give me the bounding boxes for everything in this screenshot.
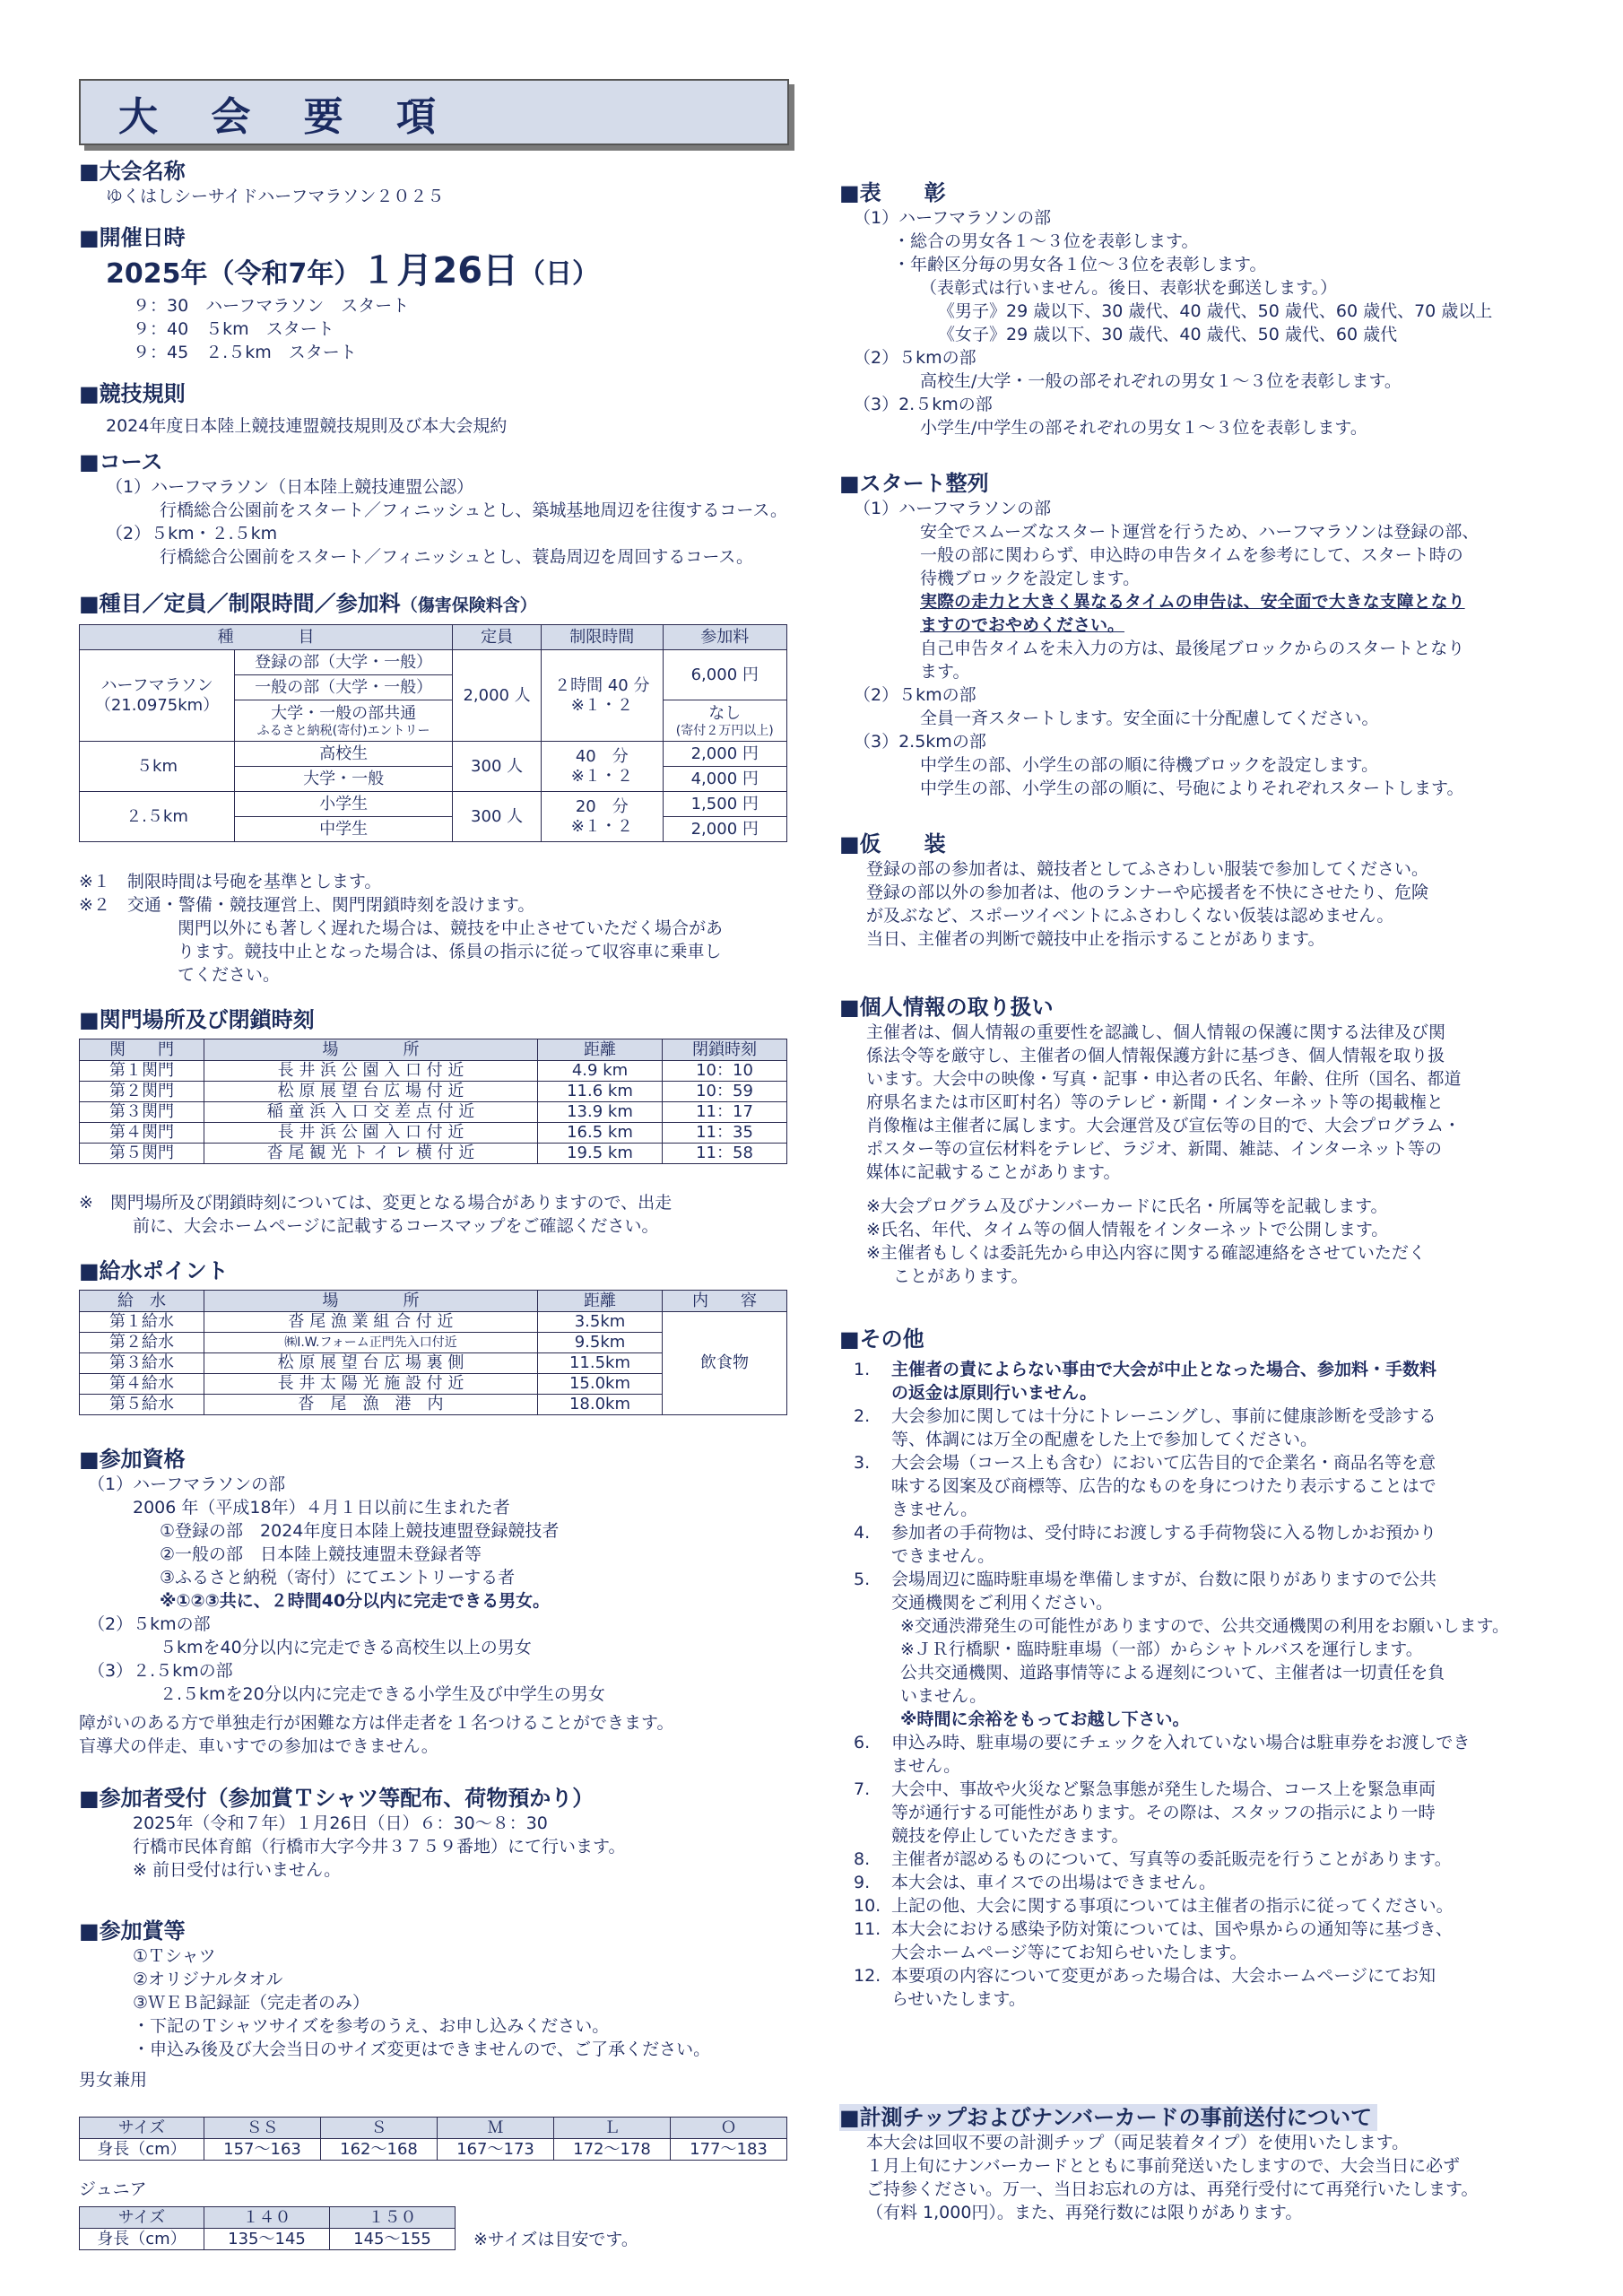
td: 松 原 展 望 台 広 場 裏 側 — [204, 1353, 538, 1374]
line: 府県名または市区町村名）等のテレビ・新聞・インターネット等の掲載権と — [866, 1092, 1444, 1112]
td: 第１関門 — [80, 1061, 204, 1082]
td: 松 原 展 望 台 広 場 付 近 — [204, 1082, 538, 1102]
td: 沓 尾 観 光 ト イ レ 横 付 近 — [204, 1144, 538, 1164]
value: ゆくはしシーサイドハーフマラソン２０２５ — [106, 187, 445, 206]
water-table — [79, 1290, 787, 1415]
page-title: 大 会 要 項 — [118, 94, 456, 140]
other-item-number: 3. — [854, 1453, 871, 1473]
heading: ■その他 — [839, 1326, 924, 1352]
other-item-line: 9. 本大会は、車イスでの出場はできません。 — [854, 1873, 1216, 1892]
t: （21.0975km） — [94, 695, 220, 715]
td: 11：58 — [663, 1144, 787, 1164]
td: 4.9 km — [538, 1061, 663, 1082]
td: 135～145 — [204, 2229, 330, 2250]
heading: ■個人情報の取り扱い — [839, 995, 1054, 1020]
line: （有料 1,000円）。また、再発行数には限りがあります。 — [866, 2203, 1303, 2222]
warning-line: 実際の走力と大きく異なるタイムの申告は、安全面で大きな支障となり — [920, 592, 1465, 612]
junior-size-table — [79, 2206, 456, 2250]
heading: ■参加資格 — [79, 1447, 186, 1472]
line: ②オリジナルタオル — [133, 1970, 283, 1989]
td: 11.6 km — [538, 1082, 663, 1102]
td: ２.５km — [80, 792, 235, 842]
td: 長 井 浜 公 園 入 口 付 近 — [204, 1061, 538, 1082]
th: １４０ — [204, 2207, 330, 2229]
th: 場 所 — [204, 1039, 538, 1061]
table-row — [80, 1082, 787, 1102]
line: １月上旬にナンバーカードとともに事前発送いたしますので、大会当日に必ず — [866, 2156, 1460, 2176]
heading-text: ■種目／定員／制限時間／参加料 — [79, 591, 401, 616]
other-item-number: 9. — [854, 1873, 871, 1892]
td: 15.0km — [538, 1374, 663, 1395]
line: （1）ハーフマラソン（日本陸上競技連盟公認） — [106, 477, 474, 497]
line: 全員一斉スタートします。安全面に十分配慮してください。 — [920, 709, 1379, 728]
th: ＳＳ — [204, 2118, 321, 2139]
th: 制限時間 — [542, 625, 663, 650]
td: 第３関門 — [80, 1102, 204, 1123]
heading — [79, 590, 796, 619]
label: ジュニア — [79, 2179, 147, 2199]
td: 4,000 円 — [663, 767, 787, 792]
other-item-number: 12. — [854, 1966, 881, 1986]
other-item-line: らせいたします。 — [891, 1989, 1026, 2009]
table-row — [80, 1123, 787, 1144]
note: ※氏名、年代、タイム等の個人情報をインターネットで公開します。 — [866, 1220, 1389, 1239]
td: 3.5km — [538, 1312, 663, 1333]
section-course — [79, 448, 796, 569]
heading: ■表 彰 — [839, 180, 946, 205]
other-item-line: 12. 本要項の内容について変更があった場合は、大会ホームページにてお知 — [854, 1966, 1436, 1986]
td — [542, 792, 663, 842]
other-item-line: 11. 本大会における感染予防対策については、国や県からの通知等に基づき、 — [854, 1919, 1453, 1939]
other-item-number: 8. — [854, 1849, 871, 1869]
th: サイズ — [80, 2207, 204, 2229]
other-item-line: 10. 上記の他、大会に関する事項については主催者の指示に従ってください。 — [854, 1896, 1454, 1916]
gates-table — [79, 1039, 787, 1164]
other-item-line: 8. 主催者が認めるものについて、写真等の委託販売を行うことがあります。 — [854, 1849, 1452, 1869]
note: ことがあります。 — [893, 1266, 1028, 1286]
section-eligibility — [79, 1446, 796, 1758]
line: 高校生/大学・一般の部それぞれの男女１～３位を表彰します。 — [920, 371, 1402, 391]
td: 11.5km — [538, 1353, 663, 1374]
line: 安全でスムーズなスタート運営を行うため、ハーフマラソンは登録の部、 — [920, 522, 1480, 542]
other-item-line: 公共交通機関、道路事情等による遅刻について、主催者は一切責任を負 — [900, 1663, 1445, 1683]
td: 9.5km — [538, 1333, 663, 1353]
td: 第５給水 — [80, 1395, 204, 1415]
other-item-line: 6. 申込み時、駐車場の要にチェックを入れていない場合は駐車券をお渡しでき — [854, 1733, 1471, 1752]
line: 肖像権は主催者に属します。大会運営及び宣伝等の目的で、大会プログラム・ — [866, 1116, 1461, 1135]
line: 待機ブロックを設定します。 — [920, 569, 1141, 588]
th: 距離 — [538, 1291, 663, 1312]
line: ※ 前日受付は行いません。 — [133, 1860, 342, 1880]
line: 主催者は、個人情報の重要性を認識し、個人情報の保護に関する法律及び関 — [866, 1022, 1446, 1042]
td: 19.5 km — [538, 1144, 663, 1164]
other-item-line: きません。 — [891, 1500, 978, 1519]
gates-notes — [79, 1191, 672, 1238]
other-item-line: 1. 主催者の責によらない事由で大会が中止となった場合、参加料・手数料 — [854, 1360, 1437, 1379]
line: 登録の部以外の参加者は、他のランナーや応援者を不快にさせたり、危険 — [866, 883, 1429, 902]
td: 沓 尾 漁 業 組 合 付 近 — [204, 1312, 538, 1333]
td: 300 人 — [453, 742, 542, 792]
t: 20 分 — [575, 796, 629, 816]
td: 長 井 太 陽 光 施 設 付 近 — [204, 1374, 538, 1395]
note: 前に、大会ホームページに記載するコースマップをご確認ください。 — [133, 1216, 659, 1236]
other-item-number: 7. — [854, 1779, 871, 1799]
td: 登録の部（大学・一般） — [235, 650, 453, 675]
section-prize — [79, 1918, 796, 2249]
line: （2）５km・２.５km — [106, 524, 278, 544]
th: 参加料 — [663, 625, 787, 650]
td: 2,000 円 — [663, 742, 787, 767]
heading: ■関門場所及び閉鎖時刻 — [79, 1007, 315, 1032]
line: 行橋総合公園前をスタート／フィニッシュとし、築城基地周辺を往復するコース。 — [160, 500, 787, 520]
line: （3）2.5kmの部 — [854, 732, 986, 752]
line: 2025年（令和７年）１月26日（日）６：30～８：30 — [133, 1813, 548, 1833]
th: １５０ — [330, 2207, 456, 2229]
td: 300 人 — [453, 792, 542, 842]
event-date: 2025年（令和7年）１月26日（日） — [106, 250, 600, 291]
other-item-number: 6. — [854, 1733, 871, 1752]
line: （1）ハーフマラソンの部 — [854, 208, 1052, 228]
heading: ■参加賞等 — [79, 1918, 186, 1944]
time: ９：40 ５km スタート — [133, 319, 334, 339]
note: ※ 関門場所及び閉鎖時刻については、変更となる場合がありますので、出走 — [79, 1193, 673, 1213]
heading: ■仮 装 — [839, 831, 946, 857]
title-box — [79, 79, 789, 145]
line: 一般の部に関わらず、申込時の申告タイムを参考にして、スタート時の — [920, 545, 1463, 565]
note: 関門以外にも著しく遅れた場合は、競技を中止させていただく場合があ — [178, 918, 724, 938]
section-start — [839, 470, 1584, 800]
t: ２時間 40 分 — [554, 675, 650, 695]
td: 第２給水 — [80, 1333, 204, 1353]
td: 18.0km — [538, 1395, 663, 1415]
other-item-line: 5. 会場周辺に臨時駐車場を準備しますが、台数に限りがありますので公共 — [854, 1570, 1437, 1589]
t: なし — [708, 703, 742, 723]
other-item-line: 等が通行する可能性があります。その際は、スタッフの指示により一時 — [891, 1803, 1436, 1822]
line: 《男子》29 歳以下、30 歳代、40 歳代、50 歳代、60 歳代、70 歳以上 — [938, 301, 1493, 321]
note: ※サイズは目安です。 — [473, 2230, 638, 2249]
other-item-line: 7. 大会中、事故や火災など緊急事態が発生した場合、コース上を緊急車両 — [854, 1779, 1436, 1799]
td: 13.9 km — [538, 1102, 663, 1123]
other-item-line: の返金は原則行いません。 — [891, 1383, 1098, 1403]
other-item-line: 味する図案及び商標等、広告的なものを身につけたり表示することはで — [891, 1476, 1436, 1496]
td: 2,000 円 — [663, 817, 787, 842]
other-list — [839, 1358, 1584, 2011]
th: サイズ — [80, 2118, 204, 2139]
section-chip — [839, 2104, 1584, 2224]
td: 第５関門 — [80, 1144, 204, 1164]
th: Ｌ — [554, 2118, 671, 2139]
other-item-line: 3. 大会会場（コース上も含む）において広告目的で企業名・商品名等を意 — [854, 1453, 1436, 1473]
th: Ｓ — [321, 2118, 438, 2139]
other-item-line: 2. 大会参加に関しては十分にトレーニングし、事前に健康診断を受診する — [854, 1406, 1436, 1426]
td — [542, 742, 663, 792]
section-date — [79, 224, 796, 364]
time: ９：45 ２.５km スタート — [133, 343, 357, 362]
td: 第４関門 — [80, 1123, 204, 1144]
heading-text: ■計測チップおよびナンバーカードの事前送付について — [839, 2104, 1377, 2131]
line: ③ふるさと納税（寄付）にてエントリーする者 — [160, 1568, 516, 1587]
section-gates — [79, 1006, 796, 1236]
line: 本大会は回収不要の計測チップ（両足装着タイプ）を使用いたします。 — [866, 2133, 1410, 2152]
line: （表彰式は行いません。後日、表彰状を郵送します。） — [920, 278, 1338, 298]
line: 盲導犬の伴走、車いすでの参加はできません。 — [79, 1736, 438, 1756]
other-item-number: 11. — [854, 1919, 881, 1939]
line: 2006 年（平成18年）４月１日以前に生まれた者 — [133, 1498, 510, 1518]
td — [542, 650, 663, 742]
line: ご持参ください。万一、当日お忘れの方は、再発行受付にて再発行いたします。 — [866, 2179, 1479, 2199]
other-item-line: ※交通渋滞発生の可能性がありますので、公共交通機関の利用をお願いします。 — [900, 1616, 1510, 1636]
note: ※大会プログラム及びナンバーカードに氏名・所属等を記載します。 — [866, 1196, 1388, 1216]
th: 距離 — [538, 1039, 663, 1061]
note: てください。 — [178, 965, 281, 985]
line: 小学生/中学生の部それぞれの男女１～３位を表彰します。 — [920, 418, 1367, 438]
time: ９：30 ハーフマラソン スタート — [133, 296, 410, 316]
label: 男女兼用 — [79, 2070, 148, 2090]
section-events — [79, 590, 796, 985]
line: ます。 — [920, 662, 970, 682]
note: ります。競技中止となった場合は、係員の指示に従って収容車に乗車し — [178, 942, 722, 961]
th: 種 目 — [80, 625, 453, 650]
note: ※主催者もしくは委託先から申込内容に関する確認連絡をさせていただく — [866, 1243, 1426, 1263]
table-row — [80, 1312, 787, 1333]
note: ※２ 交通・警備・競技運営上、関門閉鎖時刻を設けます。 — [79, 895, 535, 915]
line: 障がいのある方で単独走行が困難な方は伴走者を１名つけることができます。 — [79, 1713, 674, 1733]
other-item-line: 大会ホームページ等にてお知らせいたします。 — [891, 1943, 1247, 1962]
td: 第２関門 — [80, 1082, 204, 1102]
td: 10：59 — [663, 1082, 787, 1102]
other-item-number: 1. — [854, 1360, 871, 1379]
line: ①登録の部 2024年度日本陸上競技連盟登録競技者 — [160, 1521, 560, 1541]
td — [235, 700, 453, 742]
section-privacy — [839, 994, 1584, 1288]
td: 16.5 km — [538, 1123, 663, 1144]
section-reception — [79, 1785, 796, 1882]
line: （1）ハーフマラソンの部 — [854, 499, 1052, 518]
line: ・申込み後及び大会当日のサイズ変更はできませんので、ご了承ください。 — [133, 2039, 711, 2059]
line: ・年齢区分毎の男女各１位～３位を表彰します。 — [893, 255, 1267, 274]
heading: ■コース — [79, 449, 163, 474]
t: ※１・２ — [570, 766, 633, 786]
other-item-line: 等、体調には万全の配慮をした上で参加してください。 — [891, 1430, 1318, 1449]
td: 第４給水 — [80, 1374, 204, 1395]
td: 稲 童 浜 入 口 交 差 点 付 近 — [204, 1102, 538, 1123]
other-item-number: 10. — [854, 1896, 881, 1916]
td: 高校生 — [235, 742, 453, 767]
td: ５km — [80, 742, 235, 792]
td: 157～163 — [204, 2139, 321, 2161]
line: ①Ｔシャツ — [133, 1946, 216, 1966]
heading: ■競技規則 — [79, 381, 186, 406]
th: 閉鎖時刻 — [663, 1039, 787, 1061]
line: ②一般の部 日本陸上競技連盟未登録者等 — [160, 1544, 482, 1564]
t: ハーフマラソン — [100, 675, 213, 695]
td: 小学生 — [235, 792, 453, 817]
value: 2024年度日本陸上競技連盟競技規則及び本大会規約 — [106, 416, 508, 436]
men-size-table — [79, 2117, 787, 2161]
td: 1,500 円 — [663, 792, 787, 817]
other-item-line: 競技を停止していただきます。 — [891, 1826, 1129, 1846]
td: ㈱I.W.フォーム正門先入口付近 — [204, 1333, 538, 1353]
section-other — [839, 1326, 1584, 2011]
td: 145～155 — [330, 2229, 456, 2250]
line: 自己申告タイムを未入力の方は、最後尾ブロックからのスタートとなり — [920, 639, 1465, 658]
table-row — [80, 1102, 787, 1123]
td: 167～173 — [438, 2139, 554, 2161]
other-item-line: 4. 参加者の手荷物は、受付時にお渡しする手荷物袋に入る物しかお預かり — [854, 1523, 1437, 1543]
heading: ■大会名称 — [79, 159, 186, 184]
section-rules — [79, 380, 796, 438]
t: 大学・一般の部共通 — [271, 703, 417, 723]
other-item-line: いません。 — [900, 1686, 987, 1706]
t: ※１・２ — [570, 695, 633, 715]
td: 6,000 円 — [663, 650, 787, 700]
td: 10：10 — [663, 1061, 787, 1082]
line: 行橋市民体育館（行橋市大字今井３７５９番地）にて行います。 — [133, 1837, 626, 1857]
td: 沓 尾 漁 港 内 — [204, 1395, 538, 1415]
t: ※１・２ — [570, 816, 633, 836]
td: 長 井 浜 公 園 入 口 付 近 — [204, 1123, 538, 1144]
section-award — [839, 179, 1584, 439]
heading: ■開催日時 — [79, 225, 186, 250]
line: 中学生の部、小学生の部の順に待機ブロックを設定します。 — [920, 755, 1379, 775]
section-water — [79, 1257, 796, 1413]
t: (寄付２万円以上) — [675, 723, 774, 738]
line: 中学生の部、小学生の部の順に、号砲によりそれぞれスタートします。 — [920, 778, 1464, 798]
line: ２.５kmを20分以内に完走できる小学生及び中学生の男女 — [160, 1684, 605, 1704]
line: （3）２.５kmの部 — [88, 1661, 233, 1681]
note: ※１ 制限時間は号砲を基準とします。 — [79, 872, 382, 891]
th: 給 水 — [80, 1291, 204, 1312]
line: （1）ハーフマラソンの部 — [88, 1474, 286, 1494]
td: 172～178 — [554, 2139, 671, 2161]
table-row — [80, 1144, 787, 1164]
events-notes — [79, 870, 723, 987]
td: 飲食物 — [663, 1312, 787, 1415]
line: います。大会中の映像・写真・記事・申込者の氏名、年齢、住所（国名、都道 — [866, 1069, 1462, 1089]
heading: ■給水ポイント — [79, 1258, 229, 1283]
line: 《女子》29 歳以下、30 歳代、40 歳代、50 歳代、60 歳代 — [938, 325, 1398, 344]
section-name — [79, 158, 796, 208]
th: 定員 — [453, 625, 542, 650]
line: 係法令等を厳守し、主催者の個人情報保護方針に基づき、個人情報を取り扱 — [866, 1046, 1445, 1065]
other-item-number: 2. — [854, 1406, 871, 1426]
line: （2）５kmの部 — [854, 685, 976, 705]
line: （3）2.５kmの部 — [854, 395, 993, 414]
other-item-line: 交通機関をご利用ください。 — [891, 1593, 1114, 1613]
half-cell — [80, 650, 235, 742]
th: Ｏ — [671, 2118, 787, 2139]
th: Ｍ — [438, 2118, 554, 2139]
section-costume — [839, 831, 1584, 951]
line: ５kmを40分以内に完走できる高校生以上の男女 — [160, 1638, 532, 1657]
th: 関 門 — [80, 1039, 204, 1061]
td: 身長（cm） — [80, 2139, 204, 2161]
other-item-line: ません。 — [891, 1756, 961, 1776]
t: 40 分 — [575, 746, 629, 766]
other-item-line: ※時間に余裕をもってお越し下さい。 — [900, 1709, 1190, 1729]
table-row — [80, 1061, 787, 1082]
th: 内 容 — [663, 1291, 787, 1312]
td: 身長（cm） — [80, 2229, 204, 2250]
td: 第３給水 — [80, 1353, 204, 1374]
line: （2）５kmの部 — [88, 1614, 211, 1634]
line: が及ぶなど、スポーツイベントにふさわしくない仮装は認めません。 — [866, 906, 1394, 926]
td — [663, 700, 787, 742]
heading: ■スタート整列 — [839, 471, 989, 496]
line: ポスター等の宣伝材料をテレビ、ラジオ、新聞、雑誌、インターネット等の — [866, 1139, 1443, 1159]
td: 162～168 — [321, 2139, 438, 2161]
heading-sub: （傷害保険料含） — [400, 596, 537, 615]
line: ※①②③共に、２時間40分以内に完走できる男女。 — [160, 1591, 551, 1611]
td: 11：17 — [663, 1102, 787, 1123]
line: ・下記のＴシャツサイズを参考のうえ、お申し込みください。 — [133, 2016, 610, 2036]
other-item-number: 4. — [854, 1523, 871, 1543]
line: 登録の部の参加者は、競技者としてふさわしい服装で参加してください。 — [866, 859, 1429, 879]
other-item-line: ※ＪＲ行橋駅・臨時駐車場（一部）からシャトルバスを運行します。 — [900, 1639, 1423, 1659]
events-table — [79, 624, 787, 842]
line: 行橋総合公園前をスタート／フィニッシュとし、蓑島周辺を周回するコース。 — [160, 547, 753, 567]
line: ・総合の男女各１～３位を表彰します。 — [893, 231, 1199, 251]
line: ③ＷＥＢ記録証（完走者のみ） — [133, 1993, 370, 2013]
td: 中学生 — [235, 817, 453, 842]
td: 第１給水 — [80, 1312, 204, 1333]
other-item-number: 5. — [854, 1570, 871, 1589]
td: 11：35 — [663, 1123, 787, 1144]
line: 当日、主催者の判断で競技中止を指示することがあります。 — [866, 929, 1325, 949]
t: ふるさと納税(寄付)エントリー — [256, 723, 430, 738]
line: （2）５kmの部 — [854, 348, 976, 368]
line: 媒体に記載することがあります。 — [866, 1162, 1121, 1182]
heading: ■参加者受付（参加賞Ｔシャツ等配布、荷物預かり） — [79, 1786, 595, 1811]
other-item-line: できません。 — [891, 1546, 995, 1566]
td: 大学・一般 — [235, 767, 453, 792]
td: 2,000 人 — [453, 650, 542, 742]
warning-line: ますのでおやめください。 — [920, 615, 1125, 635]
td: 177～183 — [671, 2139, 787, 2161]
th: 場 所 — [204, 1291, 538, 1312]
heading — [839, 2104, 1584, 2131]
td: 一般の部（大学・一般） — [235, 675, 453, 700]
